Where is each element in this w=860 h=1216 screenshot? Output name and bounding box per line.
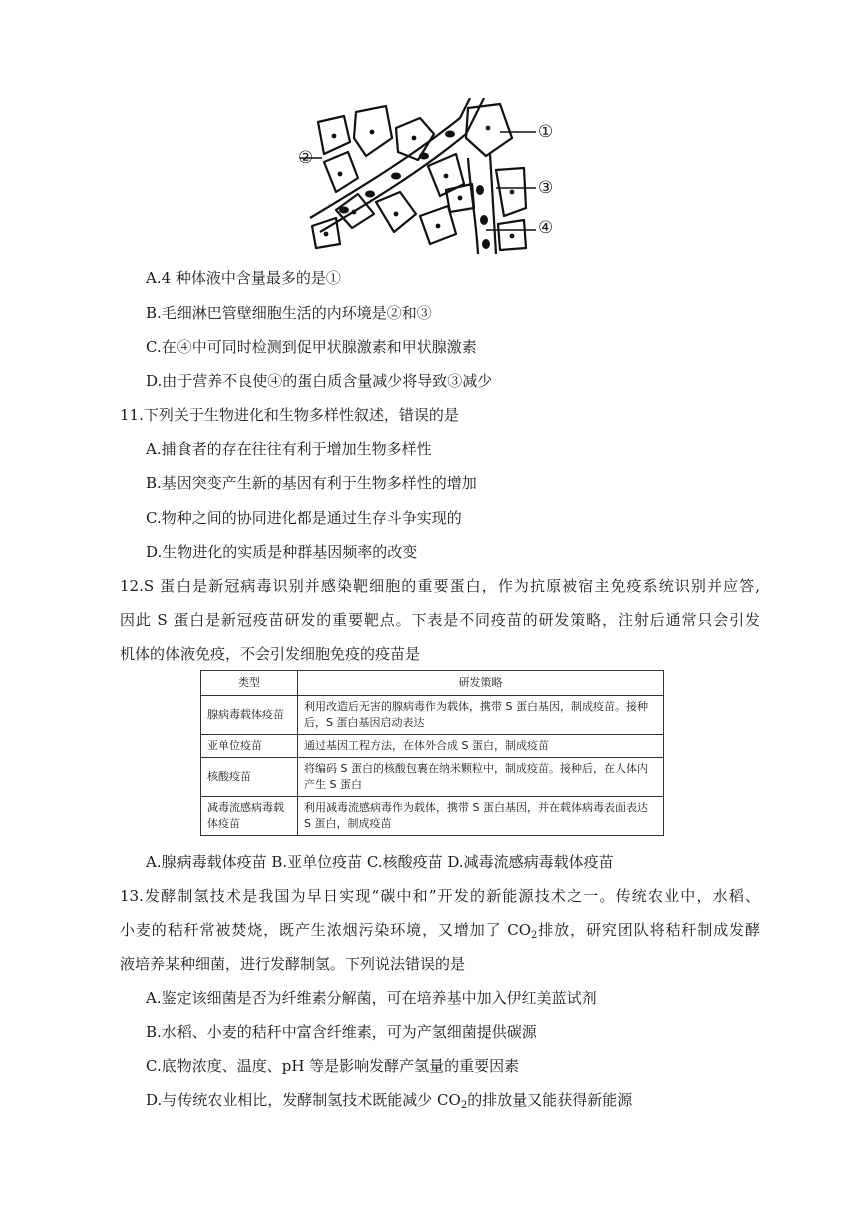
vaccine-strategy: 利用改造后无害的腺病毒作为载体，携带 S 蛋白基因，制成疫苗。接种后，S 蛋白基因启动表达 (298, 696, 664, 735)
q12-stem-line-1: 12.S 蛋白是新冠病毒识别并感染靶细胞的重要蛋白，作为抗原被宿主免疫系统识别并应答, (120, 577, 760, 595)
q13-option-d (146, 1090, 632, 1110)
header-strategy: 研发策略 (298, 671, 664, 696)
q13-stem-line-2-a: 小麦的秸秆常被焚烧，既产生浓烟污染环境，又增加了 CO (120, 921, 532, 939)
q13-option-d-b: 的排放量又能获得新能源 (467, 1091, 633, 1109)
figure-label-4: ④ (538, 218, 554, 238)
header-type: 类型 (201, 671, 298, 696)
vaccine-type: 腺病毒载体疫苗 (201, 696, 298, 735)
vaccine-type: 核酸疫苗 (201, 758, 298, 797)
q11-option-d: D.生物进化的实质是种群基因频率的改变 (146, 543, 418, 561)
q11-option-a: A.捕食者的存在往往有利于增加生物多样性 (146, 440, 432, 458)
q11-stem: 11.下列关于生物进化和生物多样性叙述，错误的是 (120, 406, 459, 424)
q12-options: A.腺病毒载体疫苗 B.亚单位疫苗 C.核酸疫苗 D.减毒流感病毒载体疫苗 (146, 853, 614, 871)
q12-stem-line-2: 因此 S 蛋白是新冠疫苗研发的重要靶点。下表是不同疫苗的研发策略，注射后通常只会引发 (120, 611, 760, 629)
figure-label-1: ① (538, 122, 554, 142)
vaccine-strategy: 通过基因工程方法，在体外合成 S 蛋白，制成疫苗 (298, 735, 664, 758)
table-header-row (201, 671, 664, 696)
q13-option-b: B.水稻、小麦的秸秆中富含纤维素，可为产氢细菌提供碳源 (146, 1023, 537, 1041)
q13-option-c: C.底物浓度、温度、pH 等是影响发酵产氢量的重要因素 (146, 1057, 520, 1075)
vaccine-strategy: 将编码 S 蛋白的核酸包裹在纳米颗粒中，制成疫苗。接种后，在人体内产生 S 蛋白 (298, 758, 664, 797)
q11-option-c: C.物种之间的协同进化都是通过生存斗争实现的 (146, 509, 462, 527)
q11-option-b: B.基因突变产生新的基因有利于生物多样性的增加 (146, 474, 477, 492)
q13-option-a: A.鉴定该细菌是否为纤维素分解菌，可在培养基中加入伊红美蓝试剂 (146, 989, 597, 1007)
vaccine-type: 减毒流感病毒载体疫苗 (201, 797, 298, 836)
q13-stem-line-1: 13.发酵制氢技术是我国为早日实现“碳中和”开发的新能源技术之一。传统农业中，水稻、 (120, 887, 760, 905)
vaccine-type: 亚单位疫苗 (201, 735, 298, 758)
q13-option-d-a: D.与传统农业相比，发酵制氢技术既能减少 CO (146, 1091, 461, 1109)
vaccine-strategy: 利用减毒流感病毒作为载体，携带 S 蛋白基因，并在载体病毒表面表达 S 蛋白，制成疫苗 (298, 797, 664, 836)
q10-option-b: B.毛细淋巴管壁细胞生活的内环境是②和③ (146, 304, 432, 322)
figure-label-3: ③ (538, 178, 554, 198)
table-row (201, 797, 664, 836)
q10-option-c: C.在④中可同时检测到促甲状腺激素和甲状腺激素 (146, 338, 477, 356)
table-row (201, 758, 664, 797)
q13-option-d-subscript: 2 (460, 1100, 468, 1111)
q13-stem-line-2 (120, 920, 760, 940)
q10-option-a: A.4 种体液中含量最多的是① (146, 269, 341, 287)
vaccine-strategy-table (200, 670, 664, 836)
table-row (201, 696, 664, 735)
body-fluid-diagram (300, 98, 540, 254)
q12-stem-line-3: 机体的体液免疫，不会引发细胞免疫的疫苗是 (120, 645, 421, 663)
q10-option-d: D.由于营养不良使④的蛋白质含量减少将导致③减少 (146, 372, 493, 390)
figure-label-2: ② (298, 148, 314, 168)
q13-stem-line-3: 液培养某种细菌，进行发酵制氢。下列说法错误的是 (120, 955, 466, 973)
table-row (201, 735, 664, 758)
q13-stem-line-2-b: 排放，研究团队将秸秆制成发酵 (537, 921, 760, 939)
q13-co2-subscript: 2 (531, 930, 538, 941)
